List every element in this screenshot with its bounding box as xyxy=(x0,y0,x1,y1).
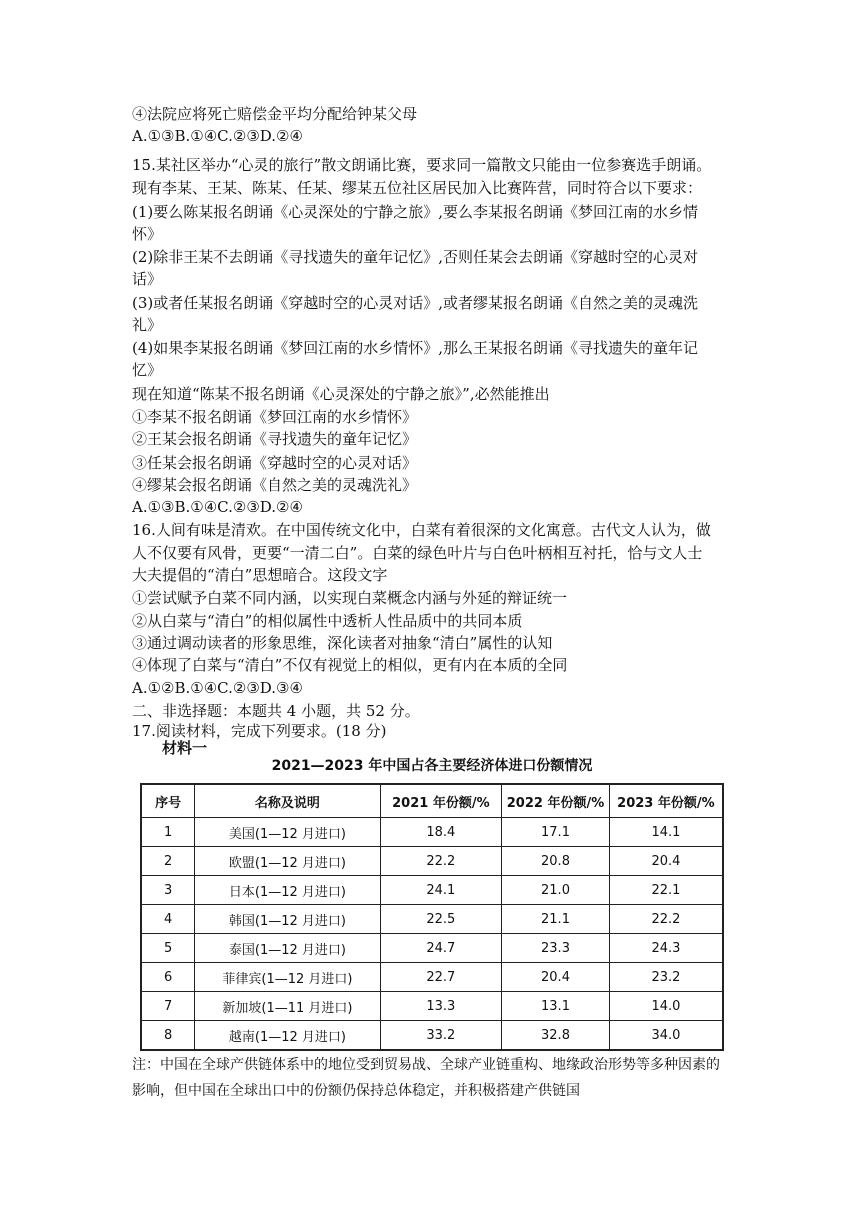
table-note: 注：中国在全球产供链体系中的地位受到贸易战、全球产业链重构、地缘政治形势等多种因素的影响，但中国在全球出口中的份额仍保持总体稳定，并积极搭建产供链国 xyxy=(132,1057,720,1099)
table-cell: 21.0 xyxy=(502,876,610,905)
table-row xyxy=(141,992,723,1021)
table-header-row xyxy=(141,784,723,818)
table-cell: 5 xyxy=(141,934,195,963)
table-cell: 7 xyxy=(141,992,195,1021)
table-cell: 24.1 xyxy=(380,876,502,905)
table-row xyxy=(141,876,723,905)
header-2023: 2023 年份额/% xyxy=(609,784,723,818)
table-cell: 14.1 xyxy=(609,818,723,847)
text-line: ①李某不报名朗诵《梦回江南的水乡情怀》 xyxy=(132,408,418,426)
table-cell: 泰国(1—12 月进口) xyxy=(195,934,380,963)
table-cell: 菲律宾(1—12 月进口) xyxy=(195,963,380,992)
table-cell: 20.4 xyxy=(502,963,610,992)
table-cell: 越南(1—12 月进口) xyxy=(195,1021,380,1051)
table-row xyxy=(141,847,723,876)
table-cell: 32.8 xyxy=(502,1021,610,1051)
text-line: ③任某会报名朗诵《穿越时空的心灵对话》 xyxy=(132,454,418,472)
header-index: 序号 xyxy=(141,784,195,818)
import-share-table xyxy=(140,783,724,1051)
text-line: ④缪某会报名朗诵《自然之美的灵魂洗礼》 xyxy=(132,476,418,494)
table-cell: 1 xyxy=(141,818,195,847)
text-line: 16.人间有味是清欢。在中国传统文化中，白菜有着很深的文化寓意。古代文人认为，做 xyxy=(132,521,711,539)
table-cell: 6 xyxy=(141,963,195,992)
text-line: ③通过调动读者的形象思维，深化读者对抽象“清白”属性的认知 xyxy=(132,634,553,652)
table-cell: 4 xyxy=(141,905,195,934)
table-cell: 美国(1—12 月进口) xyxy=(195,818,380,847)
table-cell: 34.0 xyxy=(609,1021,723,1051)
table-cell: 24.7 xyxy=(380,934,502,963)
text-line: (3)或者任某报名朗诵《穿越时空的心灵对话》,或者缪某报名朗诵《自然之美的灵魂洗 xyxy=(132,294,699,312)
text-line: ①尝试赋予白菜不同内涵，以实现白菜概念内涵与外延的辩证统一 xyxy=(132,589,568,607)
text-line: ④法院应将死亡赔偿金平均分配给钟某父母 xyxy=(132,105,418,123)
table-cell: 23.3 xyxy=(502,934,610,963)
text-line: (2)除非王某不去朗诵《寻找遗失的童年记忆》,否则任某会去朗诵《穿越时空的心灵对 xyxy=(132,248,699,266)
text-line: 大夫提倡的“清白”思想暗合。这段文字 xyxy=(132,566,388,584)
header-name: 名称及说明 xyxy=(195,784,380,818)
table-cell: 17.1 xyxy=(502,818,610,847)
text-line: 15.某社区举办“心灵的旅行”散文朗诵比赛，要求同一篇散文只能由一位参赛选手朗诵。 xyxy=(132,156,712,174)
table-cell: 18.4 xyxy=(380,818,502,847)
table-cell: 日本(1—12 月进口) xyxy=(195,876,380,905)
table-cell: 22.5 xyxy=(380,905,502,934)
table-cell: 22.1 xyxy=(609,876,723,905)
table-cell: 13.1 xyxy=(502,992,610,1021)
table-cell: 22.2 xyxy=(380,847,502,876)
table-row xyxy=(141,934,723,963)
text-line: A.①③B.①④C.②③D.②④ xyxy=(132,498,303,516)
table-cell: 韩国(1—12 月进口) xyxy=(195,905,380,934)
table-body xyxy=(141,818,723,1051)
table-cell: 22.7 xyxy=(380,963,502,992)
table-row xyxy=(141,1021,723,1051)
text-line: 二、非选择题：本题共 4 小题，共 52 分。 xyxy=(132,702,420,720)
text-line: 礼》 xyxy=(132,316,163,334)
table-cell: 20.8 xyxy=(502,847,610,876)
material-heading: 材料一 xyxy=(162,739,208,757)
table-cell: 20.4 xyxy=(609,847,723,876)
table-cell: 22.2 xyxy=(609,905,723,934)
text-line: A.①②B.①④C.②③D.③④ xyxy=(132,679,303,697)
table-title: 2021—2023 年中国占各主要经济体进口份额情况 xyxy=(271,758,593,774)
text-line: 话》 xyxy=(132,270,163,288)
table-cell: 14.0 xyxy=(609,992,723,1021)
text-line: 17.阅读材料，完成下列要求。(18 分) xyxy=(132,722,387,740)
table-cell: 欧盟(1—12 月进口) xyxy=(195,847,380,876)
table-cell: 2 xyxy=(141,847,195,876)
table-row xyxy=(141,818,723,847)
table-cell: 8 xyxy=(141,1021,195,1051)
header-2021: 2021 年份额/% xyxy=(380,784,502,818)
text-line: 怀》 xyxy=(132,225,163,243)
text-line: ④体现了白菜与“清白”不仅有视觉上的相似，更有内在本质的全同 xyxy=(132,656,568,674)
text-line: (4)如果李某报名朗诵《梦回江南的水乡情怀》,那么王某报名朗诵《寻找遗失的童年记 xyxy=(132,339,699,357)
text-line: A.①③B.①④C.②③D.②④ xyxy=(132,127,303,145)
table-cell: 13.3 xyxy=(380,992,502,1021)
table-cell: 3 xyxy=(141,876,195,905)
text-line: ②从白菜与“清白”的相似属性中透析人性品质中的共同本质 xyxy=(132,612,523,630)
table-cell: 新加坡(1—11 月进口) xyxy=(195,992,380,1021)
text-line: (1)要么陈某报名朗诵《心灵深处的宁静之旅》,要么李某报名朗诵《梦回江南的水乡情 xyxy=(132,203,699,221)
header-2022: 2022 年份额/% xyxy=(502,784,610,818)
table-cell: 33.2 xyxy=(380,1021,502,1051)
text-line: ②王某会报名朗诵《寻找遗失的童年记忆》 xyxy=(132,430,418,448)
table-cell: 23.2 xyxy=(609,963,723,992)
table-cell: 24.3 xyxy=(609,934,723,963)
text-line: 人不仅要有风骨，更要“一清二白”。白菜的绿色叶片与白色叶柄相互衬托，恰与文人士 xyxy=(132,544,703,562)
text-line: 忆》 xyxy=(132,361,163,379)
text-line: 现有李某、王某、陈某、任某、缪某五位社区居民加入比赛阵营，同时符合以下要求： xyxy=(132,179,703,197)
text-line: 现在知道“陈某不报名朗诵《心灵深处的宁静之旅》”,必然能推出 xyxy=(132,385,550,403)
table-row xyxy=(141,963,723,992)
table-row xyxy=(141,905,723,934)
table-cell: 21.1 xyxy=(502,905,610,934)
